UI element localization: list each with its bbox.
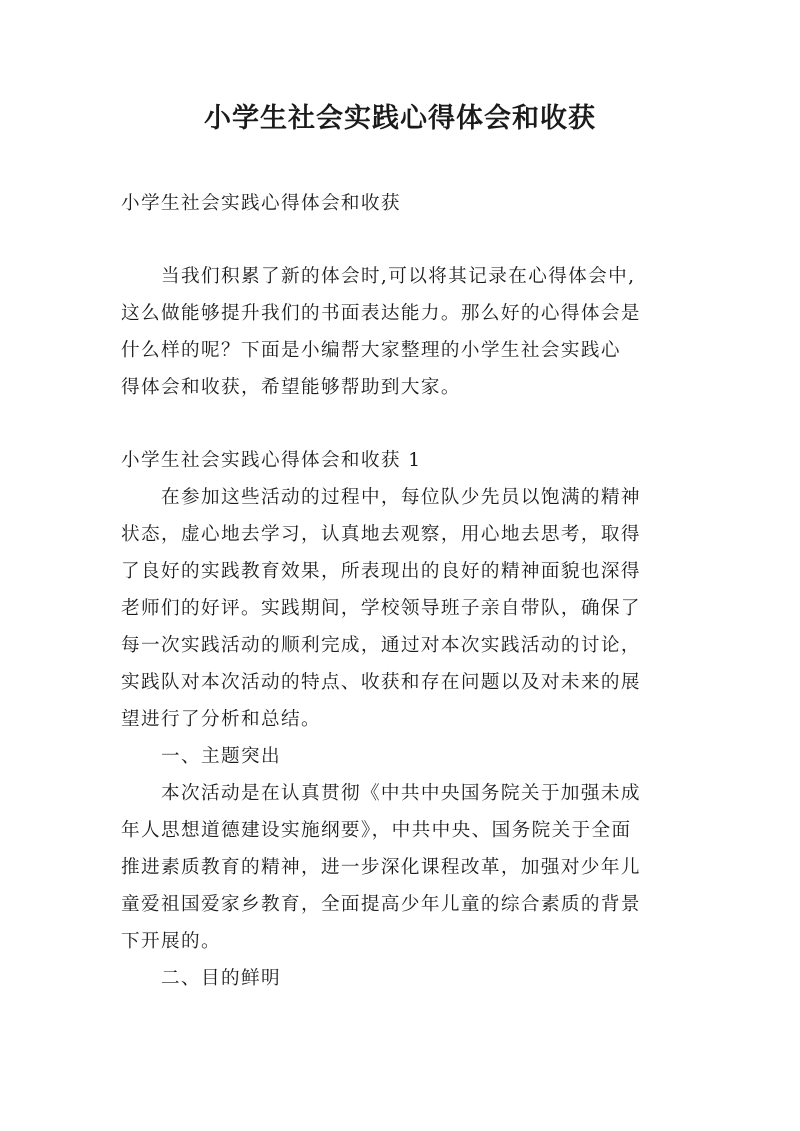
subtitle: 小学生社会实践心得体会和收获 — [121, 193, 401, 214]
paragraph-line: 老师们的好评。实践期间，学校领导班子亲自带队，确保了 — [121, 598, 641, 619]
paragraph-line: 年人思想道德建设实施纲要》，中共中央、国务院关于全面 — [121, 820, 632, 841]
paragraph-line: 本次活动是在认真贯彻《中共中央国务院关于加强未成 — [161, 783, 641, 804]
intro-line: 得体会和收获，希望能够帮助到大家。 — [121, 377, 461, 398]
point-2-heading: 二、目的鲜明 — [161, 968, 281, 989]
paragraph-line: 每一次实践活动的顺利完成，通过对本次实践活动的讨论， — [121, 635, 641, 656]
paragraph-line: 在参加这些活动的过程中，每位队少先员以饱满的精神 — [161, 487, 641, 508]
paragraph-line: 童爱祖国爱家乡教育，全面提高少年儿童的综合素质的背景 — [121, 894, 641, 915]
document-body — [121, 185, 681, 997]
section-1 — [121, 442, 681, 997]
section-heading: 小学生社会实践心得体会和收获 1 — [121, 450, 422, 471]
paragraph-line: 状态，虚心地去学习，认真地去观察，用心地去思考，取得 — [121, 524, 641, 545]
page-title: 小学生社会实践心得体会和收获 — [204, 103, 596, 134]
intro-paragraph — [121, 258, 681, 406]
intro-line: 当我们积累了新的体会时,可以将其记录在心得体会中, — [161, 266, 636, 287]
intro-line: 这么做能够提升我们的书面表达能力。那么好的心得体会是 — [121, 303, 641, 324]
intro-line: 什么样的呢？下面是小编帮大家整理的小学生社会实践心 — [121, 340, 621, 361]
paragraph-line: 实践队对本次活动的特点、收获和存在问题以及对未来的展 — [121, 672, 641, 693]
point-1-heading: 一、主题突出 — [161, 746, 281, 767]
paragraph-line: 下开展的。 — [121, 931, 221, 952]
paragraph-line: 望进行了分析和总结。 — [121, 709, 321, 730]
paragraph-line: 了良好的实践教育效果，所表现出的良好的精神面貌也深得 — [121, 561, 641, 582]
paragraph-line: 推进素质教育的精神，进一步深化课程改革，加强对少年儿 — [121, 857, 641, 878]
